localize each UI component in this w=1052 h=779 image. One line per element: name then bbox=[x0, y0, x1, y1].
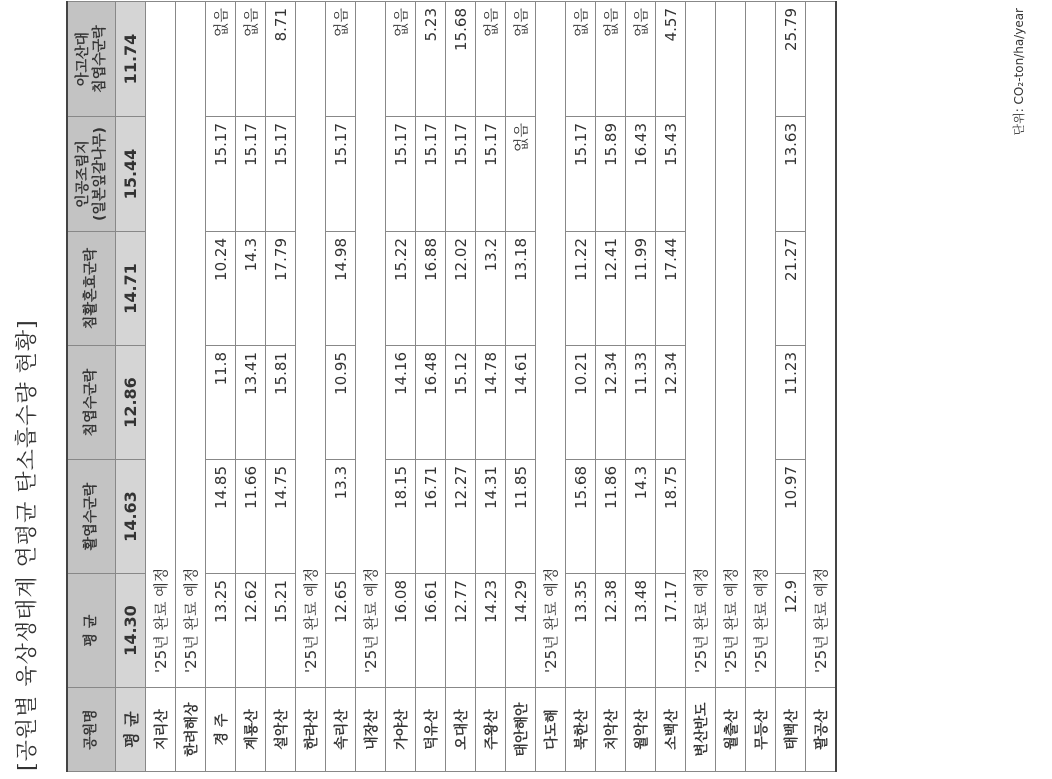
park-name: 속리산 bbox=[326, 688, 356, 772]
absorption-value: 10.97 bbox=[776, 460, 806, 574]
pending-note: '25년 완료 예정 bbox=[806, 2, 837, 688]
table-row bbox=[296, 2, 326, 772]
absorption-value: 14.78 bbox=[476, 346, 506, 460]
absorption-value: 없음 bbox=[566, 2, 596, 117]
table-row bbox=[536, 2, 566, 772]
park-name: 태백산 bbox=[776, 688, 806, 772]
park-name: 내장산 bbox=[356, 688, 386, 772]
absorption-value: 14.98 bbox=[326, 232, 356, 346]
absorption-value: 15.17 bbox=[446, 117, 476, 232]
absorption-value: 11.99 bbox=[626, 232, 656, 346]
absorption-value: 10.21 bbox=[566, 346, 596, 460]
park-name: 무등산 bbox=[746, 688, 776, 772]
absorption-value: 12.27 bbox=[446, 460, 476, 574]
absorption-value: 16.88 bbox=[416, 232, 446, 346]
absorption-value: 11.86 bbox=[596, 460, 626, 574]
pending-note: '25년 완료 예정 bbox=[536, 2, 566, 688]
absorption-value: 15.22 bbox=[386, 232, 416, 346]
absorption-value: 없음 bbox=[506, 2, 536, 117]
average-value: 14.71 bbox=[116, 232, 146, 346]
header-mixed: 침활혼효군락 bbox=[67, 232, 116, 346]
park-name: 치악산 bbox=[596, 688, 626, 772]
header-conifer: 침엽수군락 bbox=[67, 346, 116, 460]
average-value: 14.63 bbox=[116, 460, 146, 574]
absorption-value: 없음 bbox=[386, 2, 416, 117]
header-park: 공원명 bbox=[67, 688, 116, 772]
average-value: 12.86 bbox=[116, 346, 146, 460]
average-value: 11.74 bbox=[116, 2, 146, 117]
pending-note: '25년 완료 예정 bbox=[686, 2, 716, 688]
absorption-value: 11.33 bbox=[626, 346, 656, 460]
table-row bbox=[146, 2, 176, 772]
average-value: 15.44 bbox=[116, 117, 146, 232]
absorption-value: 16.61 bbox=[416, 574, 446, 688]
absorption-value: 11.22 bbox=[566, 232, 596, 346]
carbon-absorption-table bbox=[66, 1, 837, 772]
table-row bbox=[206, 2, 236, 772]
absorption-value: 15.43 bbox=[656, 117, 686, 232]
absorption-value: 18.15 bbox=[386, 460, 416, 574]
absorption-value: 없음 bbox=[476, 2, 506, 117]
absorption-value: 18.75 bbox=[656, 460, 686, 574]
absorption-value: 없음 bbox=[236, 2, 266, 117]
absorption-value: 15.68 bbox=[446, 2, 476, 117]
absorption-value: 13.3 bbox=[326, 460, 356, 574]
park-name: 덕유산 bbox=[416, 688, 446, 772]
park-name: 태안해안 bbox=[506, 688, 536, 772]
table-row bbox=[476, 2, 506, 772]
table-row bbox=[806, 2, 837, 772]
table-row bbox=[566, 2, 596, 772]
absorption-value: 15.17 bbox=[416, 117, 446, 232]
absorption-value: 16.71 bbox=[416, 460, 446, 574]
absorption-value: 15.21 bbox=[266, 574, 296, 688]
absorption-value: 12.38 bbox=[596, 574, 626, 688]
absorption-value: 없음 bbox=[506, 117, 536, 232]
absorption-value: 12.62 bbox=[236, 574, 266, 688]
absorption-value: 13.25 bbox=[206, 574, 236, 688]
average-value: 14.30 bbox=[116, 574, 146, 688]
absorption-value: 15.17 bbox=[206, 117, 236, 232]
park-name: 변산반도 bbox=[686, 688, 716, 772]
park-name: 소백산 bbox=[656, 688, 686, 772]
absorption-value: 14.29 bbox=[506, 574, 536, 688]
pending-note: '25년 완료 예정 bbox=[716, 2, 746, 688]
park-name: 한라산 bbox=[296, 688, 326, 772]
table-row bbox=[266, 2, 296, 772]
absorption-value: 11.66 bbox=[236, 460, 266, 574]
absorption-value: 14.85 bbox=[206, 460, 236, 574]
table-row bbox=[236, 2, 266, 772]
absorption-value: 12.65 bbox=[326, 574, 356, 688]
absorption-value: 15.81 bbox=[266, 346, 296, 460]
absorption-value: 13.18 bbox=[506, 232, 536, 346]
unit-label: 단위: CO₂-ton/ha/year bbox=[1012, 8, 1026, 136]
absorption-value: 12.34 bbox=[596, 346, 626, 460]
park-name: 경 주 bbox=[206, 688, 236, 772]
absorption-value: 10.24 bbox=[206, 232, 236, 346]
absorption-value: 11.85 bbox=[506, 460, 536, 574]
absorption-value: 13.41 bbox=[236, 346, 266, 460]
table-row bbox=[386, 2, 416, 772]
pending-note: '25년 완료 예정 bbox=[176, 2, 206, 688]
park-name: 지리산 bbox=[146, 688, 176, 772]
absorption-value: 15.68 bbox=[566, 460, 596, 574]
absorption-value: 15.17 bbox=[566, 117, 596, 232]
absorption-value: 14.61 bbox=[506, 346, 536, 460]
absorption-value: 없음 bbox=[596, 2, 626, 117]
absorption-value: 15.17 bbox=[326, 117, 356, 232]
park-name: 주왕산 bbox=[476, 688, 506, 772]
header-plantation: 인공조림지 (일본잎갈나무) bbox=[67, 117, 116, 232]
park-name: 가야산 bbox=[386, 688, 416, 772]
table-row bbox=[656, 2, 686, 772]
park-name: 북한산 bbox=[566, 688, 596, 772]
absorption-value: 14.16 bbox=[386, 346, 416, 460]
absorption-value: 16.08 bbox=[386, 574, 416, 688]
table-row bbox=[596, 2, 626, 772]
table-row bbox=[356, 2, 386, 772]
park-name: 설악산 bbox=[266, 688, 296, 772]
absorption-value: 13.48 bbox=[626, 574, 656, 688]
absorption-value: 21.27 bbox=[776, 232, 806, 346]
absorption-value: 15.17 bbox=[236, 117, 266, 232]
park-name: 월악산 bbox=[626, 688, 656, 772]
page-title: [공원별 육상생태계 연평균 탄소흡수량 현황] bbox=[15, 319, 40, 771]
header-subalpine: 아고산대 침엽수군락 bbox=[67, 2, 116, 117]
absorption-value: 없음 bbox=[626, 2, 656, 117]
absorption-value: 17.44 bbox=[656, 232, 686, 346]
table-row bbox=[746, 2, 776, 772]
absorption-value: 15.17 bbox=[386, 117, 416, 232]
absorption-value: 14.3 bbox=[236, 232, 266, 346]
header-broadleaf: 활엽수군락 bbox=[67, 460, 116, 574]
table-row bbox=[446, 2, 476, 772]
absorption-value: 5.23 bbox=[416, 2, 446, 117]
absorption-value: 15.17 bbox=[266, 117, 296, 232]
absorption-value: 11.23 bbox=[776, 346, 806, 460]
absorption-value: 25.79 bbox=[776, 2, 806, 117]
absorption-value: 10.95 bbox=[326, 346, 356, 460]
header-average: 평 균 bbox=[67, 574, 116, 688]
table-row bbox=[716, 2, 746, 772]
table-row bbox=[776, 2, 806, 772]
table-row bbox=[416, 2, 446, 772]
absorption-value: 4.57 bbox=[656, 2, 686, 117]
table-row bbox=[326, 2, 356, 772]
absorption-value: 8.71 bbox=[266, 2, 296, 117]
table-row bbox=[626, 2, 656, 772]
absorption-value: 15.12 bbox=[446, 346, 476, 460]
absorption-value: 14.3 bbox=[626, 460, 656, 574]
header-row bbox=[67, 2, 116, 772]
park-name: 월출산 bbox=[716, 688, 746, 772]
absorption-value: 16.43 bbox=[626, 117, 656, 232]
absorption-value: 15.17 bbox=[476, 117, 506, 232]
average-row bbox=[116, 2, 146, 772]
park-name: 다도해 bbox=[536, 688, 566, 772]
absorption-value: 14.31 bbox=[476, 460, 506, 574]
pending-note: '25년 완료 예정 bbox=[146, 2, 176, 688]
park-name: 팔공산 bbox=[806, 688, 837, 772]
absorption-value: 13.63 bbox=[776, 117, 806, 232]
absorption-value: 12.77 bbox=[446, 574, 476, 688]
absorption-value: 14.23 bbox=[476, 574, 506, 688]
table-row bbox=[176, 2, 206, 772]
pending-note: '25년 완료 예정 bbox=[356, 2, 386, 688]
absorption-value: 15.89 bbox=[596, 117, 626, 232]
park-name: 한려해상 bbox=[176, 688, 206, 772]
absorption-value: 13.2 bbox=[476, 232, 506, 346]
table-row bbox=[686, 2, 716, 772]
absorption-value: 12.02 bbox=[446, 232, 476, 346]
park-name: 계룡산 bbox=[236, 688, 266, 772]
park-name: 오대산 bbox=[446, 688, 476, 772]
absorption-value: 없음 bbox=[326, 2, 356, 117]
pending-note: '25년 완료 예정 bbox=[296, 2, 326, 688]
absorption-value: 17.17 bbox=[656, 574, 686, 688]
absorption-value: 17.79 bbox=[266, 232, 296, 346]
absorption-value: 12.34 bbox=[656, 346, 686, 460]
pending-note: '25년 완료 예정 bbox=[746, 2, 776, 688]
absorption-value: 12.9 bbox=[776, 574, 806, 688]
table-row bbox=[506, 2, 536, 772]
absorption-value: 14.75 bbox=[266, 460, 296, 574]
absorption-value: 13.35 bbox=[566, 574, 596, 688]
absorption-value: 12.41 bbox=[596, 232, 626, 346]
absorption-value: 16.48 bbox=[416, 346, 446, 460]
average-label: 평 균 bbox=[116, 688, 146, 772]
absorption-value: 11.8 bbox=[206, 346, 236, 460]
absorption-value: 없음 bbox=[206, 2, 236, 117]
